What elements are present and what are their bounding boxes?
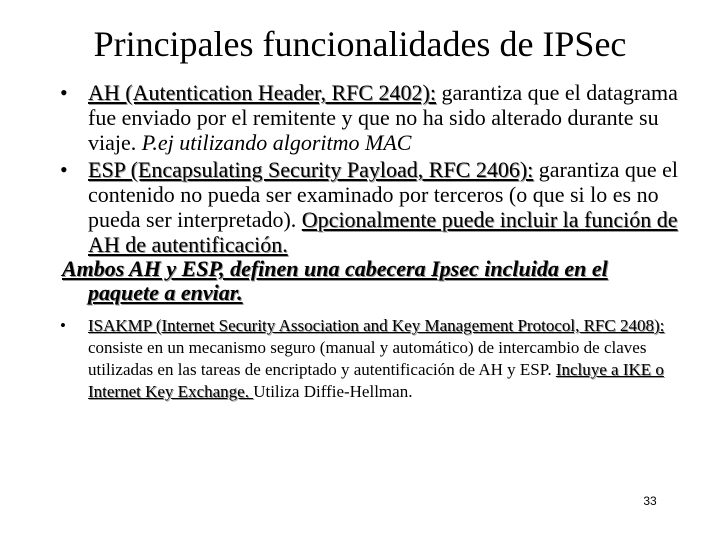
slide-title: Principales funcionalidades de IPSec xyxy=(93,24,627,64)
bullet-marker: • xyxy=(60,316,66,335)
isakmp-text: consiste en un mecanismo seguro (manual y automático) de intercambio de claves utilizadas en las tareas de encriptado y autentificación de AH y ESP. xyxy=(88,338,647,379)
bullet-isakmp xyxy=(60,315,680,403)
esp-optional: Opcionalmente puede incluir la función de AH de autentificación. xyxy=(88,207,678,257)
bullet-marker: • xyxy=(60,157,68,182)
esp-text: garantiza que el contenido no pueda ser examinado por terceros (o que si lo es no pueda ser interpretado). xyxy=(88,157,679,232)
note-line-2: paquete a enviar. xyxy=(88,280,243,305)
bullet-ah xyxy=(60,80,680,155)
esp-term: ESP (Encapsulating Security Payload, RFC 2406): xyxy=(88,157,534,182)
page-number: 33 xyxy=(643,494,657,508)
bullet-esp xyxy=(60,157,680,257)
isakmp-tail: Utiliza Diffie-Hellman. xyxy=(253,382,413,401)
ah-example: P.ej utilizando algoritmo MAC xyxy=(141,130,412,155)
slide-body xyxy=(60,80,680,403)
ah-esp-note xyxy=(62,257,680,305)
isakmp-term: ISAKMP (Internet Security Association and Key Management Protocol, RFC 2408): xyxy=(88,316,665,335)
bullet-marker: • xyxy=(60,80,68,105)
note-line-1: Ambos AH y ESP, definen una cabecera Ipsec incluida en el xyxy=(62,256,608,281)
ah-text: garantiza que el datagrama fue enviado por el remitente y que no ha sido alterado durante su viaje. xyxy=(88,80,678,155)
ah-term: AH (Autentication Header, RFC 2402): xyxy=(88,80,436,105)
isakmp-ike: Incluye a IKE o Internet Key Exchange. xyxy=(88,360,664,401)
